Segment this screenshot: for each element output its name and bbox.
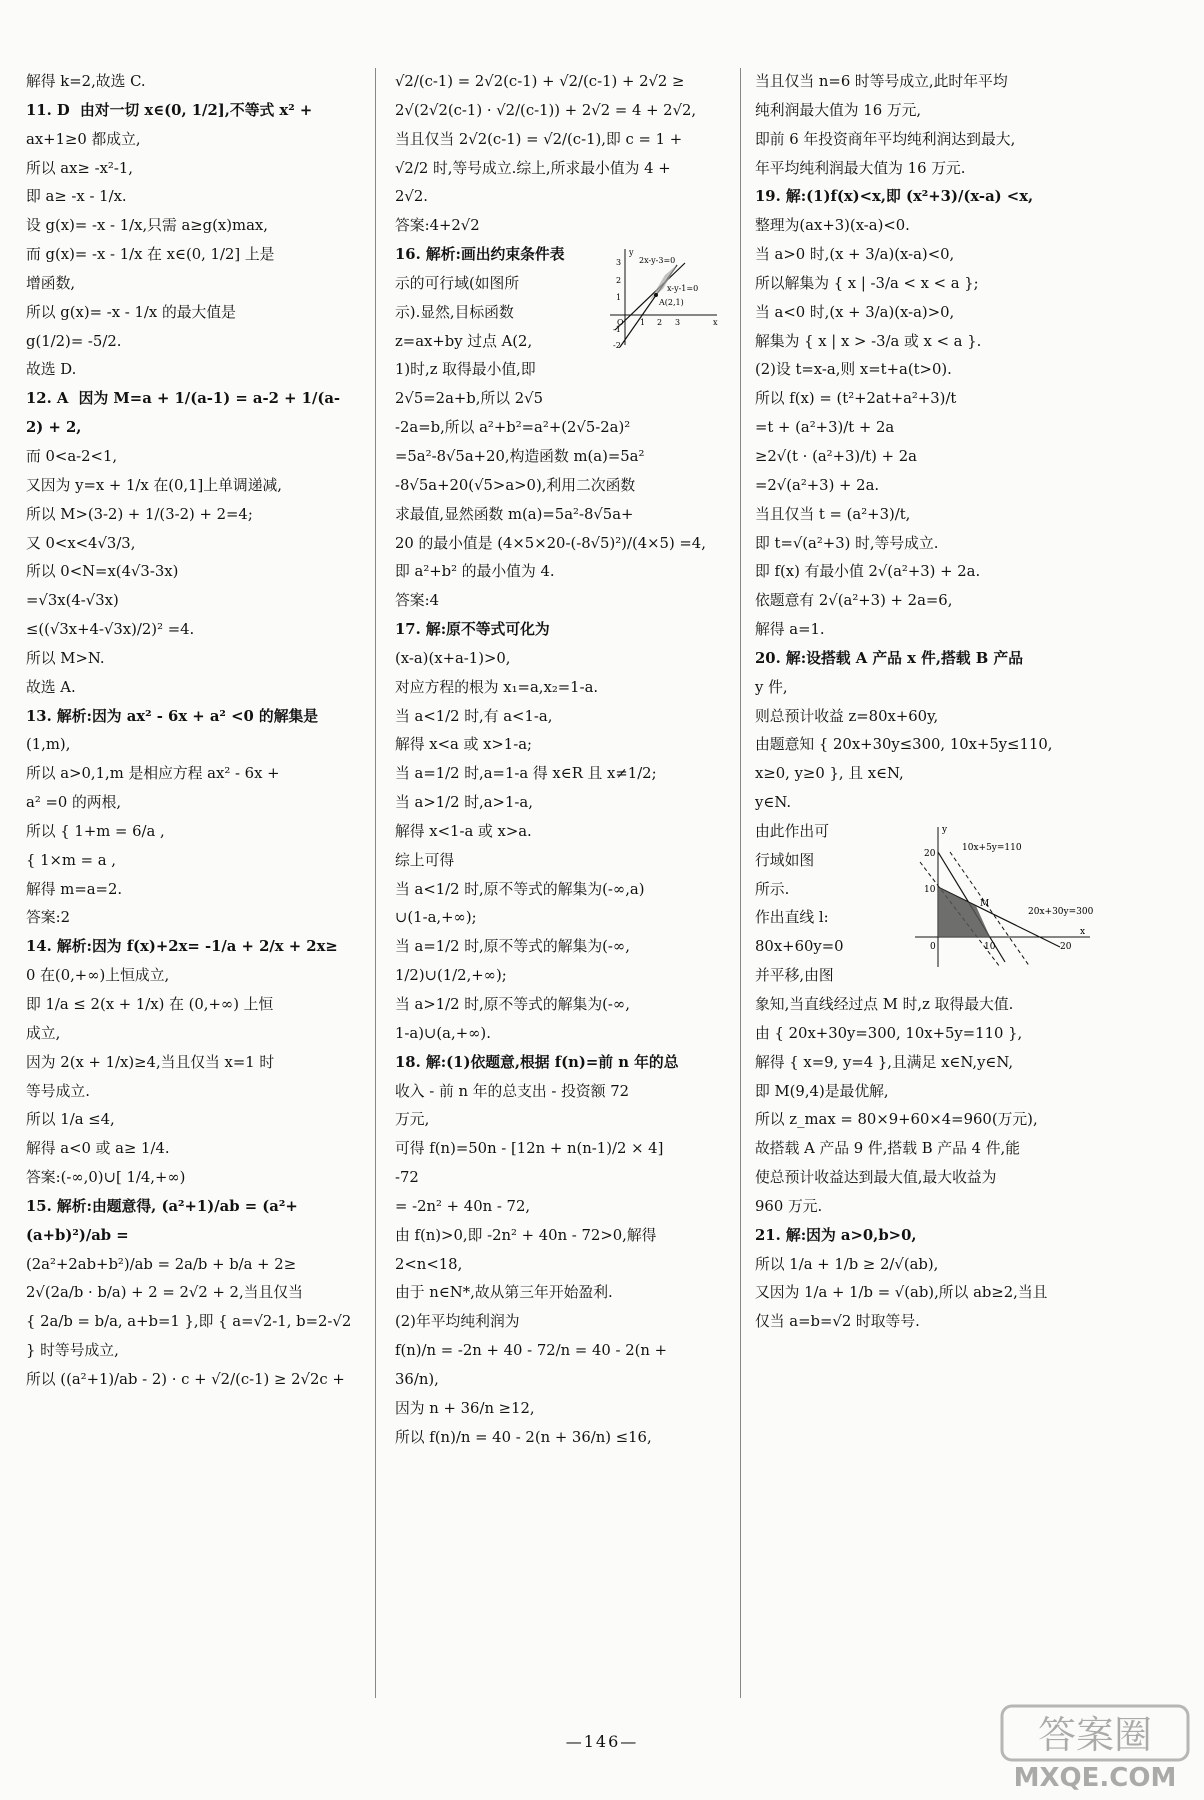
- col1-line: 解得 a<0 或 a≥ 1/4.: [26, 1140, 170, 1158]
- fig2text-line: 所示.: [755, 880, 790, 898]
- col3b-line: 使总预计收益达到最大值,最大收益为: [755, 1169, 997, 1187]
- watermark-bottom: MXQE.COM: [1013, 1763, 1177, 1792]
- col2b-line: 所以 f(n)/n = 40 - 2(n + 36/n) ≤16,: [395, 1428, 652, 1446]
- col1-line: 故选 A.: [26, 678, 76, 696]
- col1-line: =√3x(4-√3x): [26, 592, 119, 610]
- col3a-line: 依题意有 2√(a²+3) + 2a=6,: [755, 592, 953, 610]
- col3a-line: 则总预计收益 z=80x+60y,: [755, 707, 939, 725]
- col1-line: ≤((√3x+4-√3x)/2)² =4.: [26, 621, 195, 639]
- fig2text-line: 80x+60y=0: [755, 938, 844, 956]
- col3a-line: 当且仅当 n=6 时等号成立,此时年平均: [755, 73, 1008, 90]
- col2b-line: 因为 n + 36/n ≥12,: [395, 1399, 535, 1417]
- col1-line: (1,m),: [26, 736, 71, 754]
- col2b-line: 1/2)∪(1/2,+∞);: [395, 967, 507, 985]
- col2b-line: 2<n<18,: [395, 1255, 463, 1273]
- col2b-line: 当 a>1/2 时,原不等式的解集为(-∞,: [395, 996, 630, 1013]
- col1-line: (2a²+2ab+b²)/ab = 2a/b + b/a + 2≥: [26, 1255, 297, 1273]
- col2b-line: 18. 解:(1)依题意,根据 f(n)=前 n 年的总: [395, 1053, 679, 1071]
- col1-line: 所以 g(x)= -x - 1/x 的最大值是: [26, 303, 236, 321]
- col3a-line: 解得 a=1.: [755, 621, 825, 639]
- col1-line: 12. A 因为 M=a + 1/(a-1) = a-2 + 1/(a-2) + 2,: [26, 390, 341, 437]
- col1-line: 而 g(x)= -x - 1/x 在 x∈(0, 1/2] 上是: [26, 246, 275, 264]
- watermark-logo: [1000, 1702, 1190, 1792]
- col1-line: g(1/2)= -5/2.: [26, 332, 122, 350]
- col3a-line: =2√(a²+3) + 2a.: [755, 476, 880, 494]
- column-middle: [395, 68, 725, 1453]
- col2b-line: 17. 解:原不等式可化为: [395, 621, 550, 639]
- fig2text-line: 行域如图: [755, 851, 815, 869]
- origin-label: 0: [930, 941, 936, 952]
- col1-line: 设 g(x)= -x - 1/x,只需 a≥g(x)max,: [26, 217, 268, 235]
- col3a-line: 由题意知 { 20x+30y≤300, 10x+5y≤110, x≥0, y≥0 }, 且 x∈N,: [755, 736, 1058, 783]
- col2b-line: 由 f(n)>0,即 -2n² + 40n - 72>0,解得: [395, 1226, 657, 1244]
- col2b-line: 万元,: [395, 1111, 430, 1129]
- col1-line: 答案:2: [26, 909, 70, 927]
- col3a-line: 即前 6 年投资商年平均纯利润达到最大,: [755, 130, 1016, 148]
- col2b-line: 由于 n∈N*,故从第三年开始盈利.: [395, 1284, 613, 1302]
- feasible-region-figure-20: [755, 818, 1094, 991]
- col1-line: 故选 D.: [26, 361, 77, 379]
- column-right: [755, 68, 1094, 1337]
- watermark-top: 答案圈: [1037, 1713, 1153, 1757]
- col2b-line: = -2n² + 40n - 72,: [395, 1197, 531, 1215]
- fig2text-line: 作出直线 l:: [755, 909, 829, 927]
- col2b-line: ∪(1-a,+∞);: [395, 909, 477, 927]
- page-number: —146—: [565, 1732, 639, 1751]
- tick-x-2: 2: [657, 318, 663, 328]
- line-label-1: 10x+5y=110: [962, 842, 1022, 853]
- col3b-line: 21. 解:因为 a>0,b>0,: [755, 1226, 917, 1244]
- col1-line: 解得 k=2,故选 C.: [26, 73, 146, 90]
- col1-line: 11. D 由对一切 x∈(0, 1/2],不等式 x² +: [26, 101, 313, 119]
- col2b-line: 20 的最小值是 (4×5×20-(-8√5)²)/(4×5) =4,: [395, 534, 706, 552]
- axis-x-label: x: [713, 318, 718, 328]
- col2b-line: 可得 f(n)=50n - [12n + n(n-1)/2 × 4]: [395, 1140, 664, 1158]
- col1-line: 所以 { 1+m = 6/a ,: [26, 822, 165, 840]
- col2b-line: =5a²-8√5a+20,构造函数 m(a)=5a²: [395, 447, 645, 465]
- fig1text-line: 1)时,z 取得最小值,即: [395, 361, 536, 379]
- col3a-line: 解集为 { x | x > -3/a 或 x < a }.: [755, 332, 982, 350]
- col3b-line: 又因为 1/a + 1/b = √(ab),所以 ab≥2,当且: [755, 1284, 1048, 1302]
- col3a-line: =t + (a²+3)/t + 2a: [755, 419, 895, 437]
- fig1text-line: 16. 解析:画出约束条件表: [395, 246, 565, 264]
- col3a-line: 所以 f(x) = (t²+2at+a²+3)/t: [755, 390, 957, 408]
- col3a-line: ≥2√(t · (a²+3)/t) + 2a: [755, 447, 917, 465]
- col3a-line: 当且仅当 t = (a²+3)/t,: [755, 505, 911, 523]
- col2b-line: 解得 x<1-a 或 x>a.: [395, 822, 532, 840]
- col3b-line: 解得 { x=9, y=4 },且满足 x∈N,y∈N,: [755, 1053, 1014, 1071]
- col2b-line: -2a=b,所以 a²+b²=a²+(2√5-2a)²: [395, 419, 631, 437]
- col1-line: ax+1≥0 都成立,: [26, 130, 141, 148]
- col3b-line: 960 万元.: [755, 1197, 823, 1215]
- col3b-line: 由 { 20x+30y=300, 10x+5y=110 },: [755, 1024, 1023, 1042]
- tick-x-10: 10: [984, 941, 996, 952]
- tick-x-20: 20: [1060, 941, 1072, 952]
- col2b-line: 1-a)∪(a,+∞).: [395, 1024, 491, 1042]
- fig2text-line: 并平移,由图: [755, 967, 834, 985]
- col2b-line: f(n)/n = -2n + 40 - 72/n = 40 - 2(n +: [395, 1342, 668, 1360]
- col1-line: 而 0<a-2<1,: [26, 447, 118, 465]
- col3a-line: 即 f(x) 有最小值 2√(a²+3) + 2a.: [755, 563, 981, 581]
- col2b-line: 对应方程的根为 x₁=a,x₂=1-a.: [395, 678, 599, 696]
- col2b-line: 收入 - 前 n 年的总支出 - 投资额 72: [395, 1082, 630, 1100]
- tick-y-20: 20: [924, 848, 936, 859]
- col3a-line: 当 a>0 时,(x + 3/a)(x-a)<0,: [755, 246, 955, 264]
- col3b-line: 仅当 a=b=√2 时取等号.: [755, 1313, 920, 1331]
- col3b-line: 象知,当直线经过点 M 时,z 取得最大值.: [755, 996, 1014, 1013]
- col1-line: 等号成立.: [26, 1082, 90, 1100]
- tick-y-10: 10: [924, 884, 936, 895]
- col1-line: 又因为 y=x + 1/x 在(0,1]上单调递减,: [26, 476, 283, 494]
- line-label-1: 2x-y-3=0: [639, 256, 676, 266]
- col2b-line: 当 a>1/2 时,a>1-a,: [395, 794, 533, 812]
- col1-line: 成立,: [26, 1024, 61, 1042]
- point-label-a: A(2,1): [659, 298, 684, 308]
- col1-line: 14. 解析:因为 f(x)+2x= -1/a + 2/x + 2x≥: [26, 938, 338, 956]
- col3b-line: 所以 1/a + 1/b ≥ 2/√(ab),: [755, 1255, 939, 1273]
- col2b-line: (2)年平均纯利润为: [395, 1313, 520, 1331]
- col3a-line: (2)设 t=x-a,则 x=t+a(t>0).: [755, 361, 952, 379]
- line-label-2: 20x+30y=300: [1028, 906, 1094, 917]
- col2b-line: -72: [395, 1169, 419, 1187]
- col3a-line: 即 t=√(a²+3) 时,等号成立.: [755, 534, 939, 552]
- col3a-line: y∈N.: [755, 794, 792, 812]
- col1-line: 增函数,: [26, 274, 76, 292]
- col1-line: a² =0 的两根,: [26, 794, 122, 812]
- col1-line: 答案:(-∞,0)∪[ 1/4,+∞): [26, 1169, 186, 1187]
- col2b-line: 求最值,显然函数 m(a)=5a²-8√5a+: [395, 505, 634, 523]
- col2a-line: √2/2 时,等号成立.综上,所求最小值为 4 +: [395, 159, 671, 177]
- col1-line: 所以 ((a²+1)/ab - 2) · c + √2/(c-1) ≥ 2√2c +: [26, 1370, 345, 1388]
- col3a-line: 20. 解:设搭载 A 产品 x 件,搭载 B 产品: [755, 649, 1023, 667]
- tick-y-1: 1: [616, 293, 622, 303]
- col2b-line: 综上可得: [395, 851, 455, 869]
- col1-line: 所以 a>0,1,m 是相应方程 ax² - 6x +: [26, 765, 280, 783]
- col1-line: 所以 M>N.: [26, 649, 105, 667]
- col3a-line: 整理为(ax+3)(x-a)<0.: [755, 217, 910, 235]
- axis-y-label: y: [942, 824, 948, 835]
- col2a-line: 答案:4+2√2: [395, 217, 480, 235]
- tick-x-3: 3: [675, 318, 681, 328]
- col2b-line: 答案:4: [395, 592, 439, 610]
- fig1text-line: 示的可行域(如图所: [395, 274, 520, 292]
- col1-line: 因为 2(x + 1/x)≥4,当且仅当 x=1 时: [26, 1053, 275, 1071]
- axis-x-label: x: [1080, 926, 1086, 937]
- col1-line: 即 1/a ≤ 2(x + 1/x) 在 (0,+∞) 上恒: [26, 996, 274, 1013]
- col3a-line: 19. 解:(1)f(x)<x,即 (x²+3)/(x-a) <x,: [755, 188, 1034, 206]
- col1-line: 所以 1/a ≤4,: [26, 1111, 115, 1129]
- col2b-line: 当 a<1/2 时,有 a<1-a,: [395, 707, 553, 725]
- col2a-line: 当且仅当 2√2(c-1) = √2/(c-1),即 c = 1 +: [395, 130, 683, 148]
- col1-line: 所以 0<N=x(4√3-3x): [26, 563, 179, 581]
- col3b-line: 即 M(9,4)是最优解,: [755, 1082, 889, 1100]
- tick-y-3: 3: [616, 258, 622, 268]
- col2b-line: 解得 x<a 或 x>1-a;: [395, 736, 533, 754]
- col3b-line: 所以 z_max = 80×9+60×4=960(万元),: [755, 1111, 1038, 1129]
- col3a-line: 所以解集为 { x | -3/a < x < a };: [755, 274, 979, 292]
- fig1text-line: 2√5=2a+b,所以 2√5: [395, 390, 544, 408]
- col2b-line: (x-a)(x+a-1)>0,: [395, 649, 511, 667]
- col2b-line: 当 a=1/2 时,a=1-a 得 x∈R 且 x≠1/2;: [395, 765, 657, 783]
- graph-16: [605, 245, 725, 355]
- fig2text-line: 由此作出可: [755, 822, 829, 840]
- tick-x-1: 1: [640, 318, 646, 328]
- col3b-line: 故搭载 A 产品 9 件,搭载 B 产品 4 件,能: [755, 1140, 1020, 1158]
- col2b-line: 当 a=1/2 时,原不等式的解集为(-∞,: [395, 938, 630, 956]
- col1-line: 15. 解析:由题意得, (a²+1)/ab = (a²+(a+b)²)/ab =: [26, 1197, 298, 1244]
- col1-line: { 2a/b = b/a, a+b=1 },即 { a=√2-1, b=2-√2 } 时等号成立,: [26, 1313, 356, 1360]
- col2a-line: 2√(2√2(c-1) · √2/(c-1)) + 2√2 = 4 + 2√2,: [395, 101, 697, 119]
- col1-line: 即 a≥ -x - 1/x.: [26, 188, 127, 206]
- fig1text-line: z=ax+by 过点 A(2,: [395, 332, 533, 350]
- col2a-line: √2/(c-1) = 2√2(c-1) + √2/(c-1) + 2√2 ≥: [395, 73, 685, 90]
- fig1text-line: 示).显然,目标函数: [395, 303, 514, 321]
- col1-line: 又 0<x<4√3/3,: [26, 534, 136, 552]
- column-left: [26, 68, 356, 1395]
- tick-y-m1: -1: [613, 325, 621, 335]
- col2b-line: -8√5a+20(√5>a>0),利用二次函数: [395, 476, 636, 494]
- col1-line: { 1×m = a ,: [26, 851, 116, 869]
- tick-y-m2: -2: [613, 341, 621, 351]
- axis-y-label: y: [629, 248, 634, 258]
- tick-y-2: 2: [616, 276, 622, 286]
- col1-line: 所以 M>(3-2) + 1/(3-2) + 2=4;: [26, 505, 253, 523]
- origin-label: O: [617, 318, 624, 328]
- col2b-line: 36/n),: [395, 1370, 439, 1388]
- col1-line: 0 在(0,+∞)上恒成立,: [26, 967, 170, 985]
- col1-line: 13. 解析:因为 ax² - 6x + a² <0 的解集是: [26, 707, 319, 725]
- col1-line: 2√(2a/b · b/a) + 2 = 2√2 + 2,当且仅当: [26, 1284, 303, 1302]
- col3a-line: y 件,: [755, 678, 788, 696]
- col1-line: 所以 ax≥ -x²-1,: [26, 159, 133, 177]
- col2a-line: 2√2.: [395, 188, 428, 206]
- graph-20: [910, 822, 1095, 972]
- line-label-2: x-y-1=0: [667, 284, 699, 294]
- point-label-m: M: [980, 898, 990, 909]
- col3a-line: 纯利润最大值为 16 万元,: [755, 101, 922, 119]
- col3a-line: 年平均纯利润最大值为 16 万元.: [755, 159, 966, 177]
- col1-line: 解得 m=a=2.: [26, 880, 123, 898]
- col3a-line: 当 a<0 时,(x + 3/a)(x-a)>0,: [755, 303, 955, 321]
- col2b-line: 即 a²+b² 的最小值为 4.: [395, 563, 555, 581]
- feasible-region-figure-16: [395, 241, 725, 414]
- col2b-line: 当 a<1/2 时,原不等式的解集为(-∞,a): [395, 880, 645, 898]
